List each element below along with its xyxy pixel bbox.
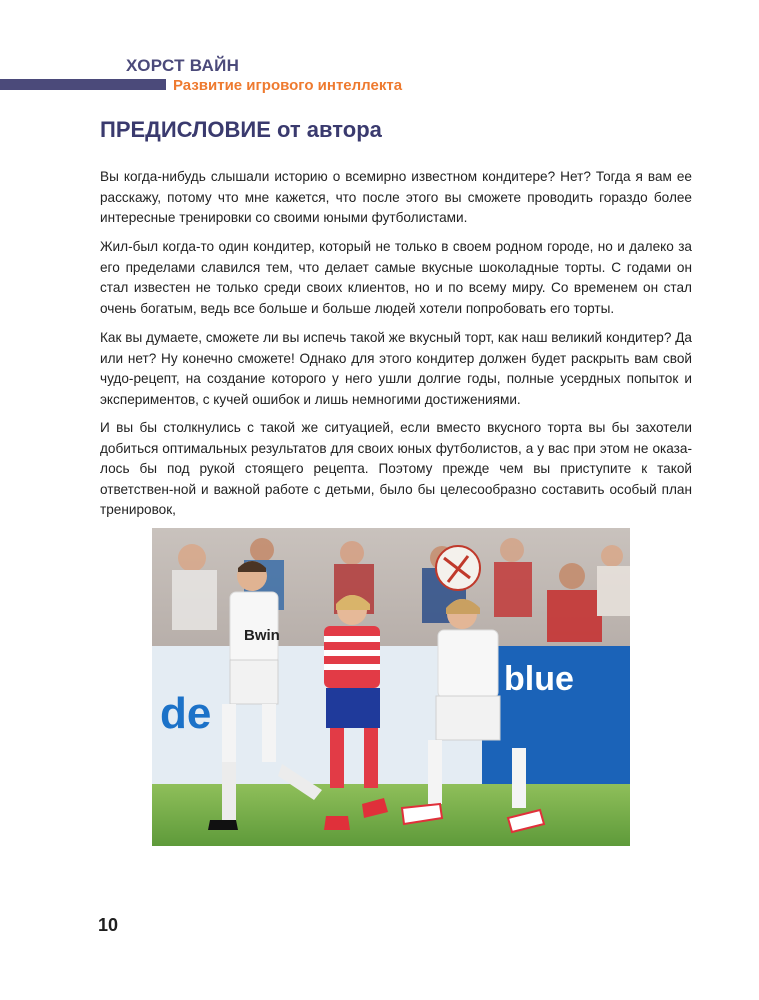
banner-text-right: blue (504, 660, 574, 698)
page-number: 10 (98, 915, 119, 935)
header-accent-bar (0, 79, 166, 90)
paragraph-1: Вы когда-нибудь слышали историю о всемирно известном кондитере? Нет? Тогда я вам ее расскажу, потому что мне кажется, что после этого вы сможете проводить гораздо более интересные тренировки со своими юными футболистами. (100, 169, 692, 225)
paragraph-4: И вы бы столкнулись с такой же ситуацией, если вместо вкусного торта вы бы захотели добиться оптимальных результатов для своих юных футболистов, а у вас при этом не оказа-лось бы под рукой стоящего рецепта. Поэтому прежде чем вы приступите к такой ответствен-ной и важной работе с детьми, было бы целесообразно составить особый план тренировок, (100, 420, 692, 517)
banner-text-left: de (160, 689, 212, 738)
section-title-rest: от автора (270, 117, 382, 142)
paragraph-3: Как вы думаете, сможете ли вы испечь такой же вкусный торт, как наш великий кондитер? Да или нет? Ну конечно сможете! Однако для этого кондитер должен будет раскрыть вам свой чудо-рецепт, на создание которого у него ушли долгие годы, полные усердных попыток и экспериментов, с кучей ошибок и лишь немногими достижениями. (100, 330, 692, 407)
football-photo (152, 528, 630, 846)
jersey-text-left: Bwin (244, 627, 280, 644)
header-author: ХОРСТ ВАЙН (126, 56, 240, 75)
section-title-bold: ПРЕДИСЛОВИЕ (100, 117, 271, 142)
header-book-title: Развитие игрового интеллекта (173, 77, 403, 94)
paragraph-2: Жил-был когда-то один кондитер, который не только в своем родном городе, но и далеко за его пределами славился тем, что делает самые вкусные шоколадные торты. С годами он стал известен не только среди своих клиентов, но и по всему миру. Со временем он стал очень богатым, ведь все больше и больше людей хотели попробовать его торты. (100, 239, 692, 316)
section-title (100, 117, 382, 143)
